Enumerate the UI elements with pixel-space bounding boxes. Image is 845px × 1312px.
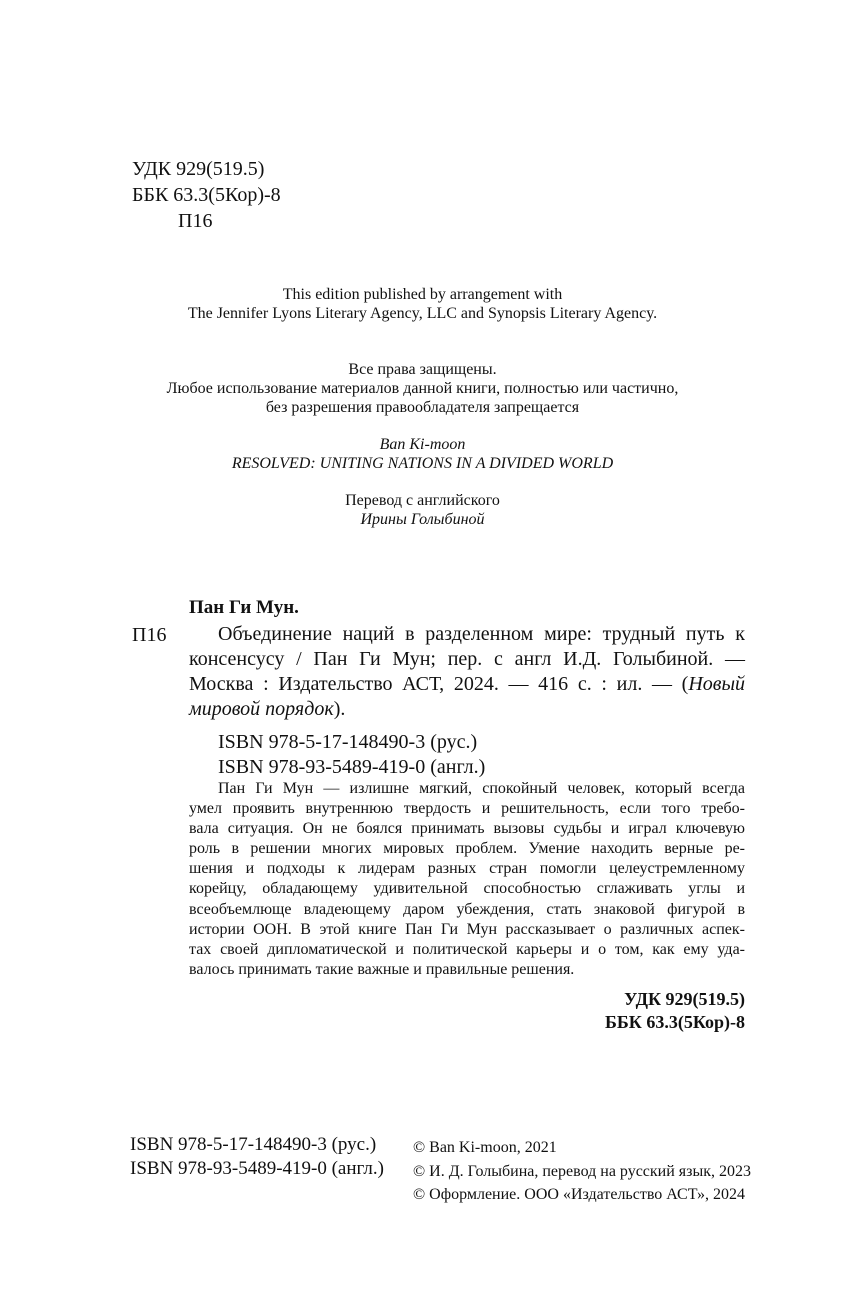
annotation-line: Пан Ги Мун — излишне мягкий, спокойный человек, который всегда <box>218 780 745 797</box>
udk-code: УДК 929(519.5) <box>132 158 265 180</box>
rights-notice-line: Любое использование материалов данной книги, полностью или частично, <box>166 380 679 397</box>
isbn-english: ISBN 978-93-5489-419-0 (англ.) <box>218 756 486 778</box>
isbn-russian: ISBN 978-5-17-148490-3 (рус.) <box>218 731 478 753</box>
original-title: RESOLVED: UNITING NATIONS IN A DIVIDED WORLD <box>231 455 614 472</box>
edition-notice-line: The Jennifer Lyons Literary Agency, LLC and Synopsis Literary Agency. <box>187 305 658 322</box>
annotation-line: истории ООН. В этой книге Пан Ги Мун рассказывает о различных аспек- <box>189 920 745 938</box>
copyright-block <box>413 1136 751 1207</box>
catalog-classification-codes <box>500 988 745 1034</box>
translator-name: Ирины Голыбиной <box>360 511 485 528</box>
bbk-code: ББК 63.3(5Кор)-8 <box>132 184 281 206</box>
edition-notice-line: This edition published by arrangement with <box>282 286 563 303</box>
catalog-isbn-block <box>218 730 485 780</box>
rights-notice-line: без разрешения правообладателя запрещается <box>265 399 580 416</box>
copyright-line: © Оформление. ООО «Издательство АСТ», 2024 <box>413 1186 746 1203</box>
annotation-line: корейцу, обладающему удивительной способностью сглаживать углы и <box>189 880 745 898</box>
bottom-isbn-block <box>130 1133 384 1181</box>
annotation-line: всеобъемлюще владеющему даром убеждения, стать знаковой фигурой в <box>189 900 745 918</box>
copyright-line: © И. Д. Голыбина, перевод на русский язык, 2023 <box>413 1162 752 1180</box>
annotation-line: валось принимать такие важные и правильные решения. <box>189 960 575 978</box>
udk-code-bold: УДК 929(519.5) <box>624 989 745 1009</box>
annotation-line: умел проявить внутреннюю твердость и решительность, если того требо- <box>189 800 745 818</box>
annotation-line: роль в решении многих мировых проблем. Умение находить верные ре- <box>189 840 745 858</box>
original-edition <box>0 435 845 473</box>
author-code: П16 <box>178 210 213 232</box>
copyright-line: © Ban Ki-moon, 2021 <box>413 1139 557 1156</box>
catalog-entry-end: ). <box>333 698 346 720</box>
rights-notice-line: Все права защищены. <box>348 361 497 378</box>
catalog-author-code: П16 <box>132 624 167 646</box>
bbk-code-bold: ББК 63.3(5Кор)-8 <box>604 1012 745 1032</box>
catalog-entry-main: Объединение наций в разделенном мире: трудный путь к консенсусу / Пан Ги Мун; пер. с англ И.Д. Голыбиной. — Москва : Издательство АСТ, 2024. — 416 с. : ил. — ( <box>189 623 745 695</box>
bottom-isbn-english: ISBN 978-93-5489-419-0 (англ.) <box>130 1158 384 1179</box>
bottom-isbn-russian: ISBN 978-5-17-148490-3 (рус.) <box>130 1134 377 1155</box>
catalog-author-heading: Пан Ги Мун. <box>189 597 299 618</box>
annotation <box>189 779 745 980</box>
rights-notice <box>0 360 845 417</box>
annotation-line: вала ситуация. Он не боялся принимать вызовы судьбы и играл ключевую <box>189 820 745 838</box>
series-title: Новый мировой порядок <box>189 673 745 720</box>
original-author: Ban Ki-moon <box>379 436 466 453</box>
edition-notice <box>0 285 845 323</box>
catalog-entry-text <box>189 622 745 722</box>
annotation-line: шения и подходы к лидерам разных стран помогли целеустремленному <box>189 860 745 878</box>
annotation-line: тах своей дипломатической и политической карьеры и о том, как ему уда- <box>189 940 745 958</box>
translation-credit <box>0 491 845 529</box>
classification-block <box>132 156 281 234</box>
translation-label: Перевод с английского <box>345 492 500 509</box>
